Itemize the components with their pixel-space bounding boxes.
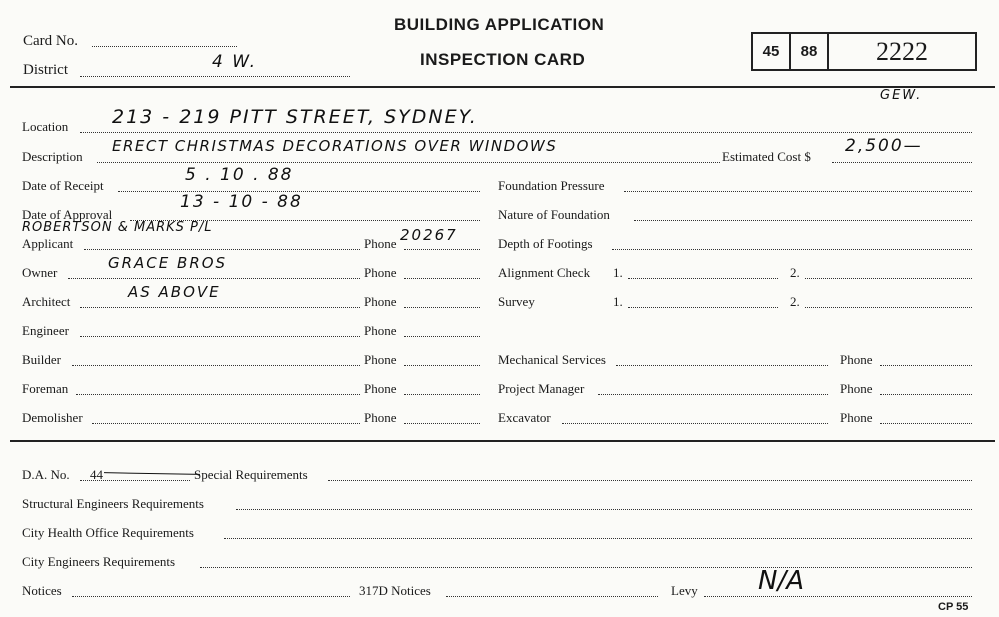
levy-line[interactable] [704, 596, 972, 597]
description-value: ERECT CHRISTMAS DECORATIONS OVER WINDOWS [112, 137, 558, 155]
foreman-phone-label: Phone [364, 381, 397, 396]
architect-line[interactable] [80, 307, 360, 308]
engineer-phone-line[interactable] [404, 336, 480, 337]
engineer-phone-label: Phone [364, 323, 397, 338]
demolisher-phone-line[interactable] [404, 423, 480, 424]
excavator-phone-line[interactable] [880, 423, 972, 424]
alignment-check-line-1[interactable] [628, 278, 778, 279]
box-card-number: 2222 [876, 36, 928, 66]
district-value: 4 W. [212, 52, 258, 72]
owner-phone-label: Phone [364, 265, 397, 280]
depth-of-footings-line[interactable] [612, 249, 972, 250]
applicant-phone-line[interactable] [404, 249, 480, 250]
card-no-line[interactable] [92, 46, 237, 47]
nature-of-foundation-line[interactable] [634, 220, 972, 221]
architect-phone-line[interactable] [404, 307, 480, 308]
form-title-line1: BUILDING APPLICATION [394, 15, 605, 34]
project-manager-phone-label: Phone [840, 381, 873, 396]
demolisher-line[interactable] [92, 423, 360, 424]
excavator-phone-label: Phone [840, 410, 873, 425]
owner-label: Owner [22, 265, 58, 280]
box-code-a: 45 [762, 43, 780, 60]
foreman-label: Foreman [22, 381, 69, 396]
da-no-label: D.A. No. [22, 467, 70, 482]
foundation-pressure-line[interactable] [624, 191, 972, 192]
city-health-label: City Health Office Requirements [22, 525, 194, 540]
applicant-phone-value: 20267 [400, 226, 458, 244]
survey-line-1[interactable] [628, 307, 778, 308]
location-label: Location [22, 119, 69, 134]
owner-phone-line[interactable] [404, 278, 480, 279]
architect-label: Architect [22, 294, 71, 309]
city-engineers-line[interactable] [200, 567, 972, 568]
alignment-check-num-1: 1. [613, 265, 623, 280]
builder-line[interactable] [72, 365, 360, 366]
header-divider [10, 86, 995, 88]
builder-phone-line[interactable] [404, 365, 480, 366]
date-of-receipt-value: 5 . 10 . 88 [185, 165, 294, 185]
builder-phone-label: Phone [364, 352, 397, 367]
depth-of-footings-label: Depth of Footings [498, 236, 593, 251]
estimated-cost-label: Estimated Cost $ [722, 149, 811, 164]
survey-num-1: 1. [613, 294, 623, 309]
location-line[interactable] [80, 132, 972, 133]
excavator-line[interactable] [562, 423, 828, 424]
owner-value: GRACE BROS [108, 254, 228, 272]
da-no-value: 44 [90, 467, 103, 482]
form-title-line2: INSPECTION CARD [420, 50, 586, 69]
city-health-line[interactable] [224, 538, 972, 539]
city-engineers-label: City Engineers Requirements [22, 554, 176, 569]
applicant-line[interactable] [84, 249, 360, 250]
mechanical-phone-line[interactable] [880, 365, 972, 366]
demolisher-label: Demolisher [22, 410, 83, 425]
applicant-phone-label: Phone [364, 236, 397, 251]
description-label: Description [22, 149, 83, 164]
applicant-label: Applicant [22, 236, 74, 251]
location-value: 213 - 219 PITT STREET, SYDNEY. [112, 106, 478, 128]
estimated-cost-line[interactable] [832, 162, 972, 163]
mechanical-phone-label: Phone [840, 352, 873, 367]
foreman-phone-line[interactable] [404, 394, 480, 395]
da-strike-line [104, 472, 200, 475]
form-code: CP 55 [938, 601, 969, 613]
inspector-initials: GEW. [880, 88, 923, 103]
notices-317d-label: 317D Notices [359, 583, 431, 598]
section-divider [10, 440, 995, 442]
structural-engineers-label: Structural Engineers Requirements [22, 496, 204, 511]
special-requirements-label: Special Requirements [194, 467, 308, 482]
levy-value: N/A [758, 566, 804, 596]
description-line[interactable] [97, 162, 720, 163]
architect-phone-label: Phone [364, 294, 397, 309]
survey-label: Survey [498, 294, 535, 309]
project-manager-label: Project Manager [498, 381, 585, 396]
foundation-pressure-label: Foundation Pressure [498, 178, 605, 193]
district-line[interactable] [80, 76, 350, 77]
survey-num-2: 2. [790, 294, 800, 309]
project-manager-phone-line[interactable] [880, 394, 972, 395]
date-of-receipt-label: Date of Receipt [22, 178, 104, 193]
district-label: District [23, 62, 68, 78]
excavator-label: Excavator [498, 410, 551, 425]
alignment-check-num-2: 2. [790, 265, 800, 280]
demolisher-phone-label: Phone [364, 410, 397, 425]
nature-of-foundation-label: Nature of Foundation [498, 207, 610, 222]
architect-value: AS ABOVE [128, 283, 221, 301]
estimated-cost-value: 2,500— [845, 136, 923, 156]
structural-engineers-line[interactable] [236, 509, 972, 510]
foreman-line[interactable] [76, 394, 360, 395]
notices-label: Notices [22, 583, 62, 598]
box-code-b: 88 [800, 43, 818, 60]
engineer-line[interactable] [80, 336, 360, 337]
card-number-box [751, 32, 977, 71]
card-no-label: Card No. [23, 33, 78, 49]
engineer-label: Engineer [22, 323, 69, 338]
date-of-approval-label: Date of Approval [22, 207, 113, 222]
project-manager-line[interactable] [598, 394, 828, 395]
notices-317d-line[interactable] [446, 596, 658, 597]
applicant-value: ROBERTSON & MARKS P/L [22, 220, 213, 235]
special-requirements-line[interactable] [328, 480, 972, 481]
builder-label: Builder [22, 352, 61, 367]
alignment-check-label: Alignment Check [498, 265, 591, 280]
alignment-check-line-2[interactable] [805, 278, 972, 279]
date-of-approval-value: 13 - 10 - 88 [180, 192, 303, 212]
survey-line-2[interactable] [805, 307, 972, 308]
notices-line[interactable] [72, 596, 350, 597]
mechanical-services-label: Mechanical Services [498, 352, 606, 367]
mechanical-services-line[interactable] [616, 365, 828, 366]
owner-line[interactable] [68, 278, 360, 279]
levy-label: Levy [671, 583, 698, 598]
